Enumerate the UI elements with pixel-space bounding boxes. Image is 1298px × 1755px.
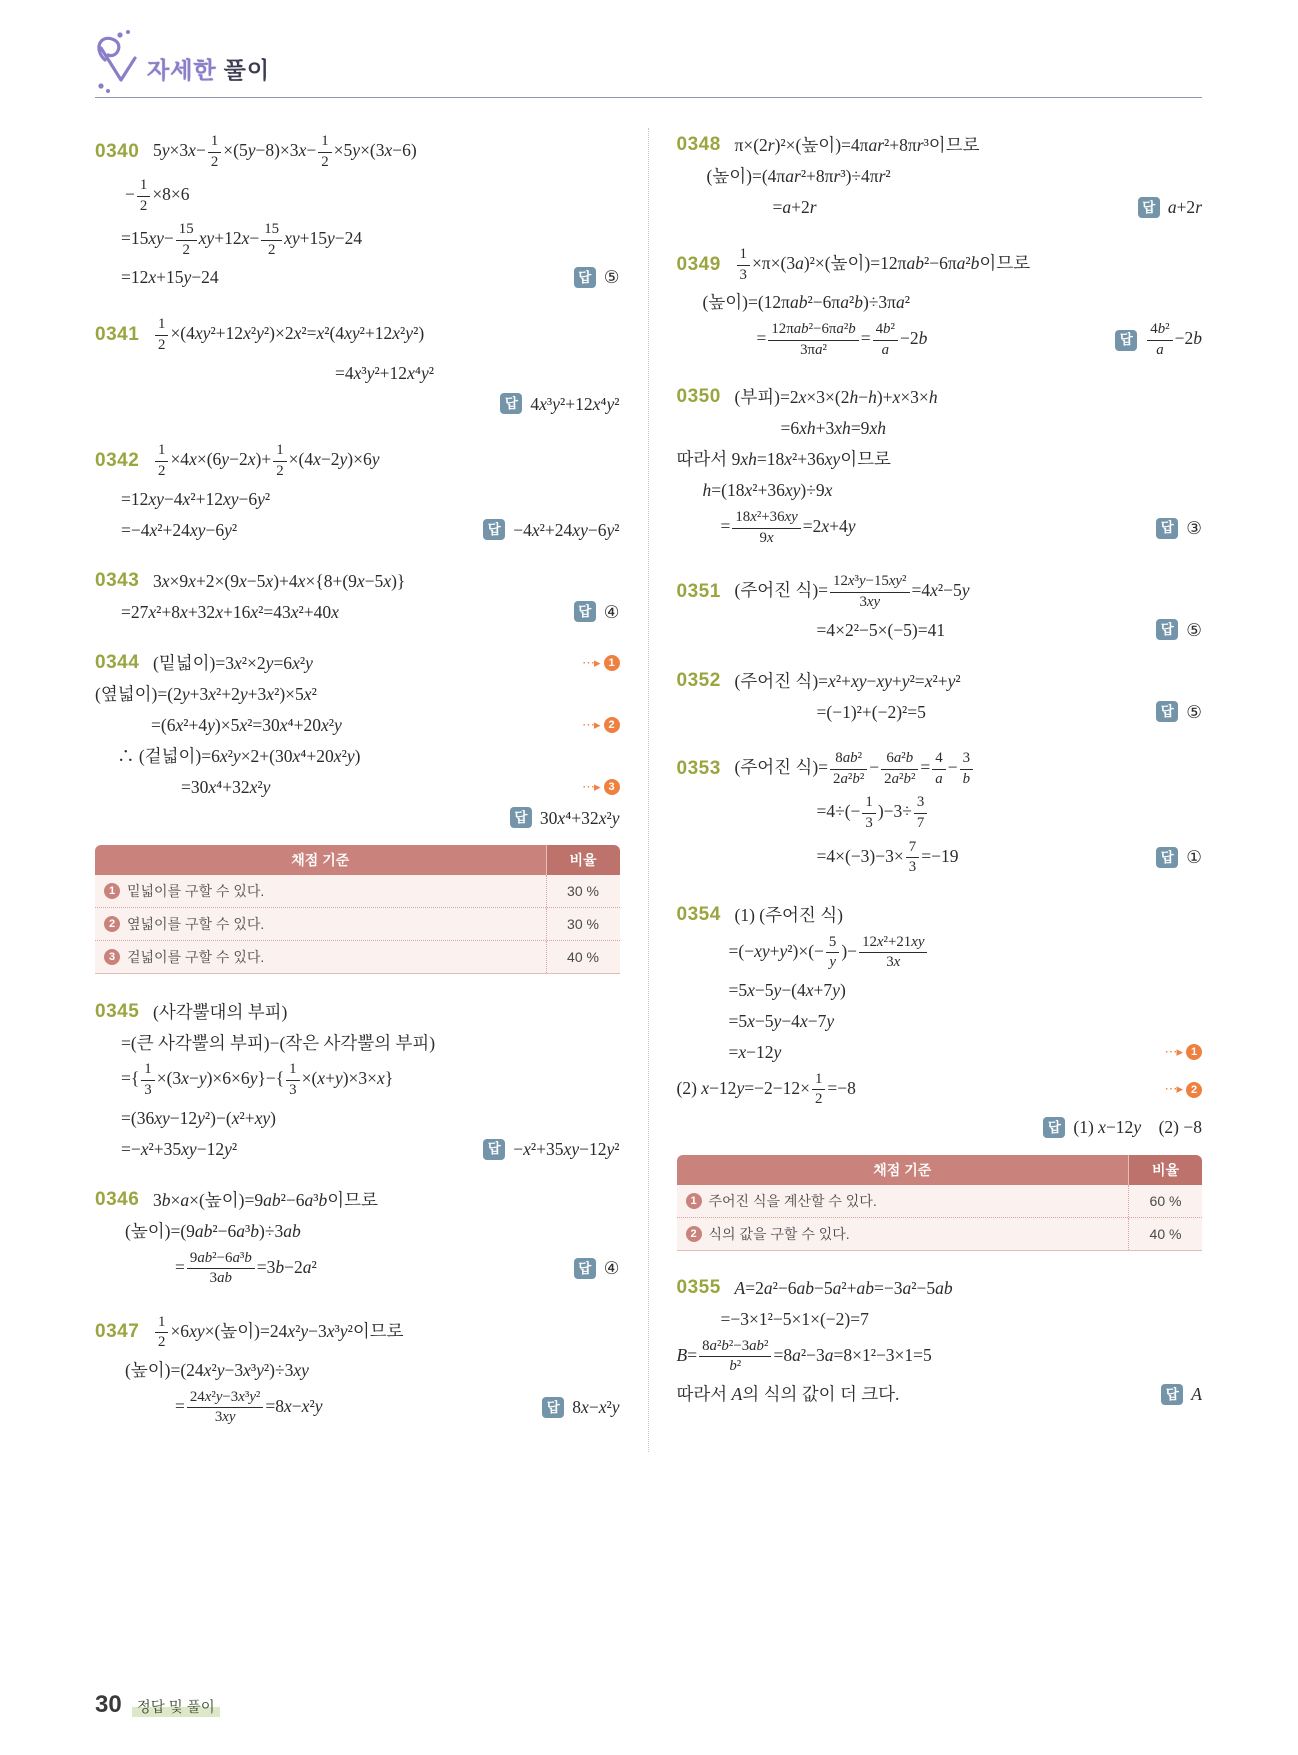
- solution-line: [95, 711, 620, 738]
- step-number-badge: 2: [604, 717, 620, 733]
- fraction: $\frac{\text{18x²+36xy}}{9x}$: [732, 509, 800, 547]
- math-expression: =12xy−4x²+12xy−6y²: [121, 488, 271, 509]
- math-expression: (주어진 식)= $\frac{\text{8ab²}}{\text{2a²b²}}$ − $\frac{\text{6a²b}}{\text{2a²b²}}$ = $\frac{4}{a}$ − $\frac{3}{b}$: [735, 749, 976, 789]
- criteria-cell: [95, 908, 546, 940]
- math-expression: =(−1)²+(−2)²=5: [816, 701, 926, 722]
- footer-label: 정답 및 풀이: [132, 1696, 220, 1717]
- answer-label: 답: [1156, 701, 1178, 722]
- solution-line: [677, 838, 1203, 878]
- answer-label: 답: [1156, 619, 1178, 640]
- problem-number: 0351: [676, 580, 721, 602]
- problem-0343: [95, 567, 620, 625]
- criteria-number-badge: 1: [686, 1193, 702, 1209]
- answer: [1149, 1383, 1202, 1406]
- problem-0346: [95, 1187, 620, 1289]
- math-expression: =a+2r: [772, 197, 817, 218]
- dashed-arrow-icon: ⋯▸: [581, 654, 600, 670]
- math-expression: = $\frac{\text{18x²+36xy}}{9x}$ =2x+4y: [720, 509, 856, 546]
- fraction: $\frac{1}{2}$: [273, 442, 286, 480]
- answer: [1126, 196, 1202, 219]
- ribbon-bee-icon: [89, 28, 143, 99]
- fraction: $\frac{1}{2}$: [155, 442, 168, 480]
- answer: [471, 519, 619, 542]
- ratio-header: 비율: [1128, 1155, 1202, 1185]
- step-number-badge: 1: [604, 655, 620, 671]
- dashed-arrow-icon: ⋯▸: [1164, 1043, 1182, 1059]
- dashed-arrow-icon: ⋯▸: [581, 778, 600, 794]
- math-expression: $\frac{1}{2}$ ×4x×(6y−2x)+ $\frac{1}{2}$ ×(4x−2y)×6y: [153, 441, 380, 481]
- criteria-text: 옆넓이를 구할 수 있다.: [127, 916, 265, 933]
- page-footer: [95, 1691, 220, 1719]
- fraction: $\frac{1}{2}$: [208, 133, 221, 171]
- answer-label: 답: [574, 267, 596, 288]
- solution-line: [95, 220, 620, 260]
- solution-line: [677, 698, 1203, 725]
- answer-label: 답: [1115, 330, 1137, 351]
- ratio-header: 비율: [546, 845, 620, 875]
- answer-label: 답: [1043, 1117, 1065, 1138]
- solution-line: [677, 477, 1203, 504]
- fraction: $\frac{\text{8a²b²−3ab²}}{\text{b²}}$: [699, 1338, 771, 1376]
- fraction: $\frac{\text{4b²}}{a}$: [1147, 321, 1172, 359]
- page-header: [95, 34, 1202, 98]
- title-main: 풀이: [223, 57, 271, 83]
- math-expression: − $\frac{1}{2}$ ×8×6: [125, 177, 190, 214]
- problem-0351: [677, 572, 1203, 643]
- grading-table: [95, 845, 620, 974]
- problem-number: 0342: [95, 450, 140, 472]
- answer: [1144, 619, 1202, 642]
- solution-line: [95, 1218, 620, 1245]
- solution-line: [95, 264, 620, 291]
- math-expression: (주어진 식)=x²+xy−xy+y²=x²+y²: [734, 670, 961, 691]
- solution-line: [677, 902, 1203, 929]
- problem-0349: [677, 245, 1203, 360]
- criteria-percent: 30 %: [546, 908, 620, 940]
- math-expression: = $\frac{\text{9ab²−6a³b}}{3ab}$ =3b−2a²: [175, 1249, 317, 1287]
- math-expression: =5x−5y−(4x+7y): [728, 979, 846, 1000]
- answer-value: −4x²+24xy−6y²: [513, 519, 620, 540]
- math-expression: ∴ (겉넓이)=6x²y×2+(30x⁴+20x²y): [117, 745, 361, 766]
- problem-number: 0352: [676, 669, 721, 691]
- math-expression: =12x+15y−24: [121, 267, 219, 288]
- problem-0353: [677, 749, 1203, 877]
- answer-value: ③: [1186, 517, 1202, 538]
- criteria-percent: 40 %: [546, 941, 620, 973]
- fraction: $\frac{\text{8ab²}}{\text{2a²b²}}$: [830, 750, 867, 788]
- math-expression: = $\frac{\text{24x²y−3x³y²}}{3xy}$ =8x−x²y: [175, 1388, 323, 1426]
- answer-value: $\frac{\text{4b²}}{a}$ −2b: [1145, 320, 1202, 360]
- math-expression: (높이)=(24x²y−3x³y²)÷3xy: [125, 1359, 309, 1380]
- solution-line: [677, 446, 1203, 473]
- answer-label: 답: [483, 1139, 505, 1160]
- math-expression: (높이)=(9ab²−6a³b)÷3ab: [125, 1220, 301, 1241]
- problem-number: 0348: [676, 134, 721, 156]
- column-left: [95, 128, 649, 1452]
- solutions-content: [95, 128, 1202, 1452]
- math-expression: =5x−5y−4x−7y: [728, 1010, 835, 1031]
- solution-line: [95, 567, 620, 594]
- fraction: $\frac{1}{2}$: [318, 133, 331, 171]
- solution-line: [677, 289, 1203, 316]
- solution-line: [95, 1388, 620, 1428]
- solution-line: [677, 320, 1203, 360]
- solution-line: [677, 508, 1203, 548]
- answer-value: ⑤: [1186, 619, 1202, 640]
- solution-line: [677, 1114, 1203, 1141]
- answer: [1144, 846, 1202, 869]
- solution-line: [677, 616, 1203, 643]
- math-expression: = $\frac{\text{12πab²−6πa²b}}{\text{3πa²}}$ = $\frac{\text{4b²}}{a}$ −2b: [756, 321, 928, 358]
- math-expression: 5y×3x− $\frac{1}{2}$ ×(5y−8)×3x− $\frac{1}{2}$ ×5y×(3x−6): [153, 133, 417, 170]
- fraction: $\frac{\text{12x³y−15xy²}}{3xy}$: [830, 573, 909, 611]
- answer: [1103, 320, 1202, 360]
- solution-line: [95, 1313, 620, 1353]
- criteria-percent: 30 %: [546, 875, 620, 907]
- answer-label: 답: [574, 1258, 596, 1279]
- solution-line: [95, 773, 620, 800]
- solution-line: [95, 132, 620, 172]
- solution-line: [95, 315, 620, 355]
- fraction: $\frac{4}{a}$: [932, 750, 945, 788]
- answer: [498, 807, 620, 830]
- solution-line: [95, 1187, 620, 1214]
- problem-0344: [95, 649, 620, 974]
- criteria-cell: [677, 1185, 1129, 1217]
- solution-line: [677, 1008, 1203, 1035]
- problem-0341: [95, 315, 620, 417]
- grading-table-header: [95, 845, 620, 875]
- math-expression: h=(18x²+36xy)÷9x: [702, 480, 833, 501]
- fraction: $\frac{\text{9ab²−6a³b}}{3ab}$: [187, 1250, 255, 1288]
- criteria-number-badge: 3: [104, 949, 120, 965]
- problem-0355: [677, 1275, 1203, 1408]
- problem-0340: [95, 132, 620, 291]
- solution-line: [95, 485, 620, 512]
- answer-label: 답: [510, 807, 532, 828]
- answer-value: ④: [603, 601, 620, 622]
- column-right: [649, 128, 1203, 1452]
- criteria-cell: [95, 941, 546, 973]
- grading-table-row: [677, 1185, 1203, 1218]
- math-expression: =x−12y: [728, 1041, 782, 1062]
- criteria-text: 겉넓이를 구할 수 있다.: [127, 949, 265, 966]
- answer-label: 답: [1161, 1384, 1183, 1405]
- answer-value: (1) x−12y (2) −8: [1073, 1116, 1202, 1137]
- solution-line: [677, 245, 1203, 285]
- criteria-percent: 40 %: [1128, 1218, 1202, 1250]
- math-expression: (사각뿔대의 부피): [153, 1001, 288, 1022]
- criteria-text: 식의 값을 구할 수 있다.: [708, 1225, 850, 1242]
- answer-label: 답: [1138, 197, 1160, 218]
- answer: [488, 393, 619, 416]
- criteria-number-badge: 1: [104, 883, 120, 899]
- math-expression: =−4x²+24xy−6y²: [121, 519, 238, 540]
- step-number-badge: 2: [1186, 1082, 1202, 1098]
- math-expression: =6xh+3xh=9xh: [780, 418, 886, 439]
- answer-label: 답: [574, 601, 596, 622]
- answer-label: 답: [1156, 518, 1178, 539]
- solution-line: [95, 1136, 620, 1163]
- solution-line: [677, 749, 1203, 789]
- fraction: $\frac{3}{7}$: [914, 794, 927, 832]
- math-expression: (옆넓이)=(2y+3x²+2y+3x²)×5x²: [95, 683, 317, 704]
- solution-line: [677, 667, 1203, 694]
- fraction: $\frac{1}{3}$: [141, 1061, 154, 1099]
- problem-number: 0344: [95, 651, 140, 673]
- criteria-cell: [677, 1218, 1129, 1250]
- math-expression: =(큰 사각뿔의 부피)−(작은 사각뿔의 부피): [121, 1032, 436, 1053]
- answer-value: 4x³y²+12x⁴y²: [530, 393, 620, 414]
- grading-table-row: [95, 908, 620, 941]
- solution-line: [95, 598, 620, 625]
- math-expression: =4x³y²+12x⁴y²: [335, 362, 434, 383]
- solution-line: [677, 572, 1203, 612]
- fraction: $\frac{15}{2}$: [176, 221, 197, 259]
- grading-criteria-header: 채점 기준: [95, 845, 546, 875]
- problem-number: 0353: [676, 758, 721, 780]
- math-expression: =(36xy−12y²)−(x²+xy): [121, 1107, 276, 1128]
- fraction: $\frac{1}{3}$: [286, 1061, 299, 1099]
- fraction: $\frac{\text{12πab²−6πa²b}}{\text{3πa²}}$: [768, 321, 858, 359]
- math-expression: 따라서 9xh=18x²+36xy이므로: [676, 449, 891, 470]
- fraction: $\frac{15}{2}$: [261, 221, 282, 259]
- grading-table: [677, 1155, 1203, 1251]
- solution-line: [677, 793, 1203, 833]
- math-expression: =4×(−3)−3× $\frac{7}{3}$ =−19: [816, 838, 959, 876]
- math-expression: (2) x−12y=−2−12× $\frac{1}{2}$ =−8: [676, 1070, 856, 1108]
- answer-value: ④: [603, 1258, 620, 1279]
- step-marker: [572, 655, 620, 672]
- solution-line: [677, 933, 1203, 973]
- math-expression: =4×2²−5×(−5)=41: [816, 619, 946, 640]
- solution-line: [677, 1381, 1203, 1408]
- answer: [1031, 1116, 1202, 1139]
- problem-number: 0345: [95, 1000, 140, 1022]
- title-accent: 자세한: [147, 57, 217, 83]
- math-expression: π×(2r)²×(높이)=4πar²+8πr³이므로: [734, 135, 980, 156]
- step-marker: [572, 717, 620, 734]
- problem-number: 0355: [676, 1277, 721, 1298]
- math-expression: 3x×9x+2×(9x−5x)+4x×{8+(9x−5x)}: [153, 570, 406, 591]
- answer-value: ⑤: [1186, 701, 1202, 722]
- answer: [1144, 701, 1202, 724]
- page-number: 30: [95, 1691, 122, 1718]
- fraction: $\frac{3}{b}$: [960, 750, 973, 788]
- step-marker: [572, 779, 620, 796]
- math-expression: =30x⁴+32x²y: [181, 776, 271, 797]
- fraction: $\frac{5}{y}$: [826, 934, 839, 972]
- answer: [562, 1257, 620, 1280]
- problem-0345: [95, 998, 620, 1162]
- answer-label: 답: [542, 1397, 564, 1418]
- solution-line: [677, 1337, 1203, 1377]
- answer: [1144, 517, 1202, 540]
- fraction: $\frac{\text{6a²b}}{\text{2a²b²}}$: [881, 750, 918, 788]
- math-expression: =(−xy+y²)×(− $\frac{5}{y}$ )− $\frac{\text{12x²+21xy}}{3x}$: [729, 933, 930, 973]
- criteria-number-badge: 2: [104, 916, 120, 932]
- solution-line: [677, 1070, 1203, 1110]
- solution-line: [95, 516, 620, 543]
- solution-line: [95, 804, 620, 831]
- step-number-badge: 3: [604, 779, 620, 795]
- dashed-arrow-icon: ⋯▸: [1164, 1081, 1182, 1097]
- math-expression: (부피)=2x×3×(2h−h)+x×3×h: [734, 387, 938, 408]
- solution-line: [95, 359, 620, 386]
- criteria-percent: 60 %: [1128, 1185, 1202, 1217]
- problem-number: 0354: [676, 903, 721, 925]
- solution-line: [677, 194, 1203, 221]
- math-expression: 3b×a×(높이)=9ab²−6a³b이므로: [153, 1189, 378, 1210]
- problem-0350: [677, 384, 1203, 548]
- math-expression: $\frac{1}{3}$ ×π×(3a)²×(높이)=12πab²−6πa²b이므로: [735, 245, 1031, 285]
- math-expression: =27x²+8x+32x+16x²=43x²+40x: [121, 601, 339, 622]
- problem-number: 0341: [95, 323, 140, 345]
- fraction: $\frac{7}{3}$: [906, 839, 919, 877]
- math-expression: (주어진 식)= $\frac{\text{12x³y−15xy²}}{3xy}$ =4x²−5y: [734, 573, 970, 610]
- math-expression: (1) (주어진 식): [734, 904, 843, 925]
- answer: [530, 1396, 619, 1419]
- answer-label: 답: [1156, 847, 1178, 868]
- problem-number: 0343: [95, 569, 140, 591]
- math-expression: (밑넓이)=3x²×2y=6x²y: [153, 652, 313, 673]
- answer-label: 답: [483, 519, 505, 540]
- math-expression: =15xy− $\frac{15}{2}$ xy+12x− $\frac{15}{2}$ xy+15y−24: [121, 221, 363, 258]
- grading-table-row: [677, 1218, 1203, 1251]
- solution-line: [95, 1357, 620, 1384]
- problem-0342: [95, 441, 620, 543]
- problem-number: 0347: [95, 1321, 140, 1343]
- fraction: $\frac{1}{2}$: [155, 316, 168, 354]
- grading-table-header: [677, 1155, 1203, 1185]
- math-expression: $\frac{1}{2}$ ×6xy×(높이)=24x²y−3x³y²이므로: [153, 1313, 404, 1353]
- answer-value: 30x⁴+32x²y: [539, 807, 620, 828]
- problem-number: 0340: [95, 140, 140, 162]
- solution-line: [95, 680, 620, 707]
- solution-line: [95, 1060, 620, 1100]
- problem-0348: [677, 132, 1203, 221]
- problem-0347: [95, 1313, 620, 1428]
- problem-number: 0350: [676, 386, 721, 408]
- fraction: $\frac{1}{2}$: [137, 177, 150, 215]
- fraction: $\frac{\text{12x²+21xy}}{3x}$: [859, 934, 927, 972]
- math-expression: =−x²+35xy−12y²: [121, 1138, 238, 1159]
- problem-number: 0346: [95, 1188, 140, 1210]
- solution-line: [677, 1306, 1203, 1333]
- solution-line: [677, 384, 1203, 411]
- solution-line: [677, 977, 1203, 1004]
- grading-criteria-header: 채점 기준: [677, 1155, 1129, 1185]
- math-expression: $\frac{1}{2}$ ×(4xy²+12x²y²)×2x²=x²(4xy²+12x²y²): [153, 315, 424, 355]
- page-title: [95, 52, 1202, 85]
- fraction: $\frac{1}{3}$: [737, 246, 750, 284]
- step-number-badge: 1: [1186, 1044, 1202, 1060]
- answer: [562, 601, 620, 624]
- solution-line: [677, 1039, 1203, 1066]
- step-marker: [1154, 1044, 1202, 1061]
- math-expression: =−3×1²−5×1×(−2)=7: [720, 1308, 869, 1329]
- criteria-number-badge: 2: [686, 1226, 702, 1242]
- fraction: $\frac{1}{2}$: [155, 1314, 168, 1352]
- solution-line: [95, 176, 620, 216]
- fraction: $\frac{1}{3}$: [862, 794, 875, 832]
- problem-0354: [677, 902, 1203, 1251]
- math-expression: =(6x²+4y)×5x²=30x⁴+20x²y: [151, 714, 342, 735]
- answer-value: −x²+35xy−12y²: [513, 1138, 620, 1159]
- dashed-arrow-icon: ⋯▸: [581, 716, 600, 732]
- criteria-text: 주어진 식을 계산할 수 있다.: [708, 1192, 877, 1209]
- solution-line: [677, 163, 1203, 190]
- problem-number: 0349: [676, 253, 721, 275]
- fraction: $\frac{\text{24x²y−3x³y²}}{3xy}$: [187, 1389, 264, 1427]
- solution-line: [677, 1275, 1203, 1302]
- criteria-text: 밑넓이를 구할 수 있다.: [127, 883, 265, 900]
- math-expression: 따라서 A의 식의 값이 더 크다.: [676, 1384, 900, 1405]
- header-divider: [95, 97, 1202, 98]
- solution-line: [95, 1249, 620, 1289]
- grading-table-row: [95, 875, 620, 908]
- fraction: $\frac{1}{2}$: [812, 1071, 825, 1109]
- math-expression: A=2a²−6ab−5a²+ab=−3a²−5ab: [734, 1277, 953, 1298]
- answer-value: a+2r: [1167, 197, 1202, 218]
- math-expression: B= $\frac{\text{8a²b²−3ab²}}{\text{b²}}$ =8a²−3a=8×1²−3×1=5: [676, 1337, 932, 1375]
- solution-line: [95, 1105, 620, 1132]
- problem-0352: [677, 667, 1203, 725]
- answer-value: ①: [1186, 847, 1202, 868]
- solution-line: [95, 649, 620, 676]
- solution-line: [95, 390, 620, 417]
- math-expression: =4÷(− $\frac{1}{3}$ )−3÷ $\frac{3}{7}$: [817, 793, 930, 833]
- math-expression: (높이)=(4πar²+8πr³)÷4πr²: [706, 166, 891, 187]
- answer-label: 답: [500, 393, 522, 414]
- answer-value: 8x−x²y: [572, 1397, 620, 1418]
- grading-table-row: [95, 941, 620, 974]
- answer-value: A: [1191, 1384, 1202, 1405]
- solution-line: [95, 742, 620, 769]
- fraction: $\frac{\text{4b²}}{a}$: [873, 321, 898, 359]
- solution-line: [95, 998, 620, 1025]
- step-marker: [1154, 1081, 1202, 1098]
- solution-line: [677, 415, 1203, 442]
- answer: [471, 1138, 619, 1161]
- solution-line: [95, 1029, 620, 1056]
- math-expression: (높이)=(12πab²−6πa²b)÷3πa²: [702, 292, 910, 313]
- solution-line: [677, 132, 1203, 159]
- solution-line: [95, 441, 620, 481]
- math-expression: ={ $\frac{1}{3}$ ×(3x−y)×6×6y}−{ $\frac{1}{3}$ ×(x+y)×3×x}: [121, 1061, 394, 1099]
- criteria-cell: [95, 875, 546, 907]
- answer-value: ⑤: [603, 267, 620, 288]
- answer: [562, 266, 620, 289]
